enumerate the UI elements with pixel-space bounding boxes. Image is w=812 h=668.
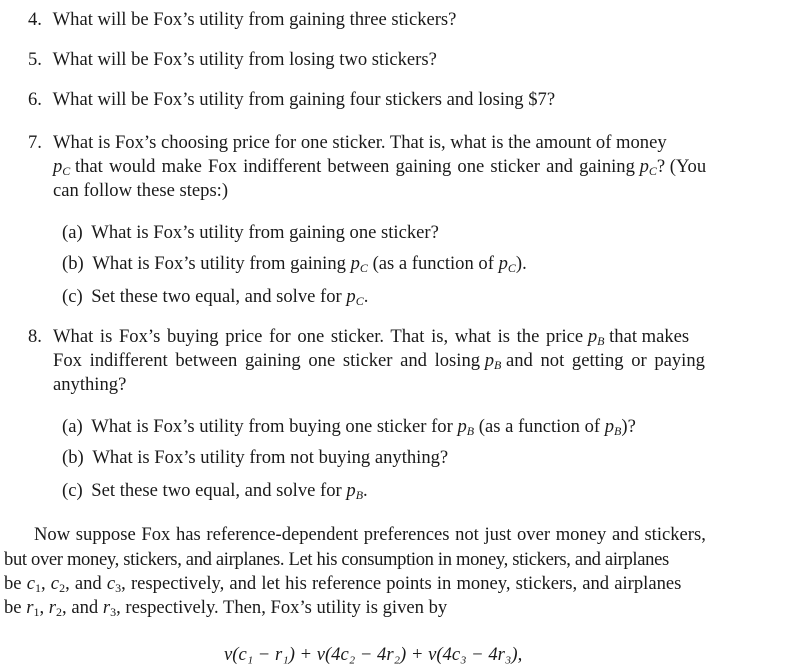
question-line-2	[53, 156, 785, 178]
math-var: $p_C$	[350, 253, 368, 275]
question-line-3: anything?	[53, 374, 127, 395]
question-line-1	[53, 326, 785, 348]
question-text: What is Fox’s choosing price for one sticker. That is, what is the amount of money	[53, 132, 667, 153]
paragraph-text: and	[74, 573, 102, 594]
question-text: ? (You	[656, 156, 707, 177]
paragraph-text: respectively, and let his reference points in money, stickers, and airplanes	[130, 573, 682, 594]
question-6	[28, 89, 555, 111]
subitem-7a	[62, 222, 439, 244]
question-5	[28, 49, 437, 71]
subitem-text: (as a function of	[478, 416, 601, 437]
question-text: What is Fox’s buying price for one sticker. That is, what is the price	[53, 326, 584, 347]
question-number: 8.	[28, 326, 42, 347]
question-line-1	[53, 132, 785, 154]
math-var: $r_3$,	[102, 597, 121, 619]
question-number: 6.	[28, 89, 42, 110]
math-var: $r_2$,	[48, 597, 67, 619]
subitem-7c	[62, 286, 368, 308]
math-var: $p_C$	[639, 156, 657, 178]
subitem-8b	[62, 447, 448, 469]
question-text: and not getting or paying	[506, 350, 705, 371]
subitem-text: (as a function of	[372, 253, 494, 274]
question-text: that makes	[609, 326, 690, 347]
paragraph-line-4	[4, 597, 447, 619]
question-text: What will be Fox’s utility from gaining three stickers?	[52, 9, 457, 30]
paragraph-line-3	[4, 573, 681, 595]
subitem-7b	[62, 253, 527, 275]
question-text: that would make Fox indifferent between gaining one sticker and gaining	[74, 156, 635, 177]
paragraph-text: respectively. Then, Fox’s utility is given by	[125, 597, 448, 618]
subitem-label: (b)	[62, 447, 84, 468]
subitem-label: (c)	[62, 480, 83, 501]
subitem-text: ).	[515, 253, 527, 274]
math-var: $p_C$	[346, 286, 364, 308]
subitem-text: What is Fox’s utility from not buying anything?	[92, 447, 449, 468]
math-var: $p_B$	[457, 416, 475, 438]
subitem-text: .	[363, 286, 369, 307]
question-line-3: can follow these steps:)	[53, 180, 229, 201]
subitem-text: What is Fox’s utility from buying one sticker for	[91, 416, 453, 437]
math-var: $r_1$,	[26, 597, 45, 619]
question-line-2	[53, 350, 785, 372]
question-number: 7.	[28, 132, 42, 153]
math-var: $c_1$,	[26, 573, 46, 595]
paragraph-line-1: Now suppose Fox has reference-dependent preferences not just over money and stickers,	[34, 524, 706, 545]
math-var: $p_B$	[604, 416, 622, 438]
subitem-label: (c)	[62, 286, 83, 307]
subitem-label: (b)	[62, 253, 84, 274]
subitem-8a	[62, 416, 636, 438]
math-var: $p_B$	[346, 480, 364, 502]
subitem-text: What is Fox’s utility from gaining one sticker?	[91, 222, 439, 243]
math-var: $c_3$,	[106, 573, 126, 595]
question-text: Fox indifferent between gaining one sticker and losing	[53, 350, 481, 371]
question-text: What will be Fox’s utility from gaining four stickers and losing $7?	[52, 89, 556, 110]
paragraph-text: be	[4, 573, 22, 594]
paragraph-text: be	[4, 597, 22, 618]
math-var: $p_C$	[53, 156, 71, 178]
subitem-8c	[62, 480, 368, 502]
subitem-text: .	[363, 480, 368, 501]
utility-equation: v(c₁ − r₁) + v(4c₂ − 4r₂) + v(4c₃ − 4r₃),	[224, 644, 523, 665]
question-text: What will be Fox’s utility from losing two stickers?	[52, 49, 437, 70]
question-number: 5.	[28, 49, 42, 70]
subitem-text: Set these two equal, and solve for	[91, 286, 342, 307]
subitem-text: Set these two equal, and solve for	[91, 480, 342, 501]
math-var: $c_2$,	[50, 573, 70, 595]
question-4	[28, 9, 456, 31]
paragraph-line-2: but over money, stickers, and airplanes. Let his consumption in money, stickers, and airplanes	[4, 549, 669, 570]
subitem-text: )?	[621, 416, 636, 437]
question-number: 4.	[28, 9, 42, 30]
math-var: $p_B$	[484, 350, 502, 372]
math-var: $p_C$	[498, 253, 516, 275]
paragraph-text: and	[71, 597, 99, 618]
subitem-text: What is Fox’s utility from gaining	[92, 253, 346, 274]
math-var: $p_B$	[587, 326, 605, 348]
subitem-label: (a)	[62, 416, 83, 437]
subitem-label: (a)	[62, 222, 83, 243]
